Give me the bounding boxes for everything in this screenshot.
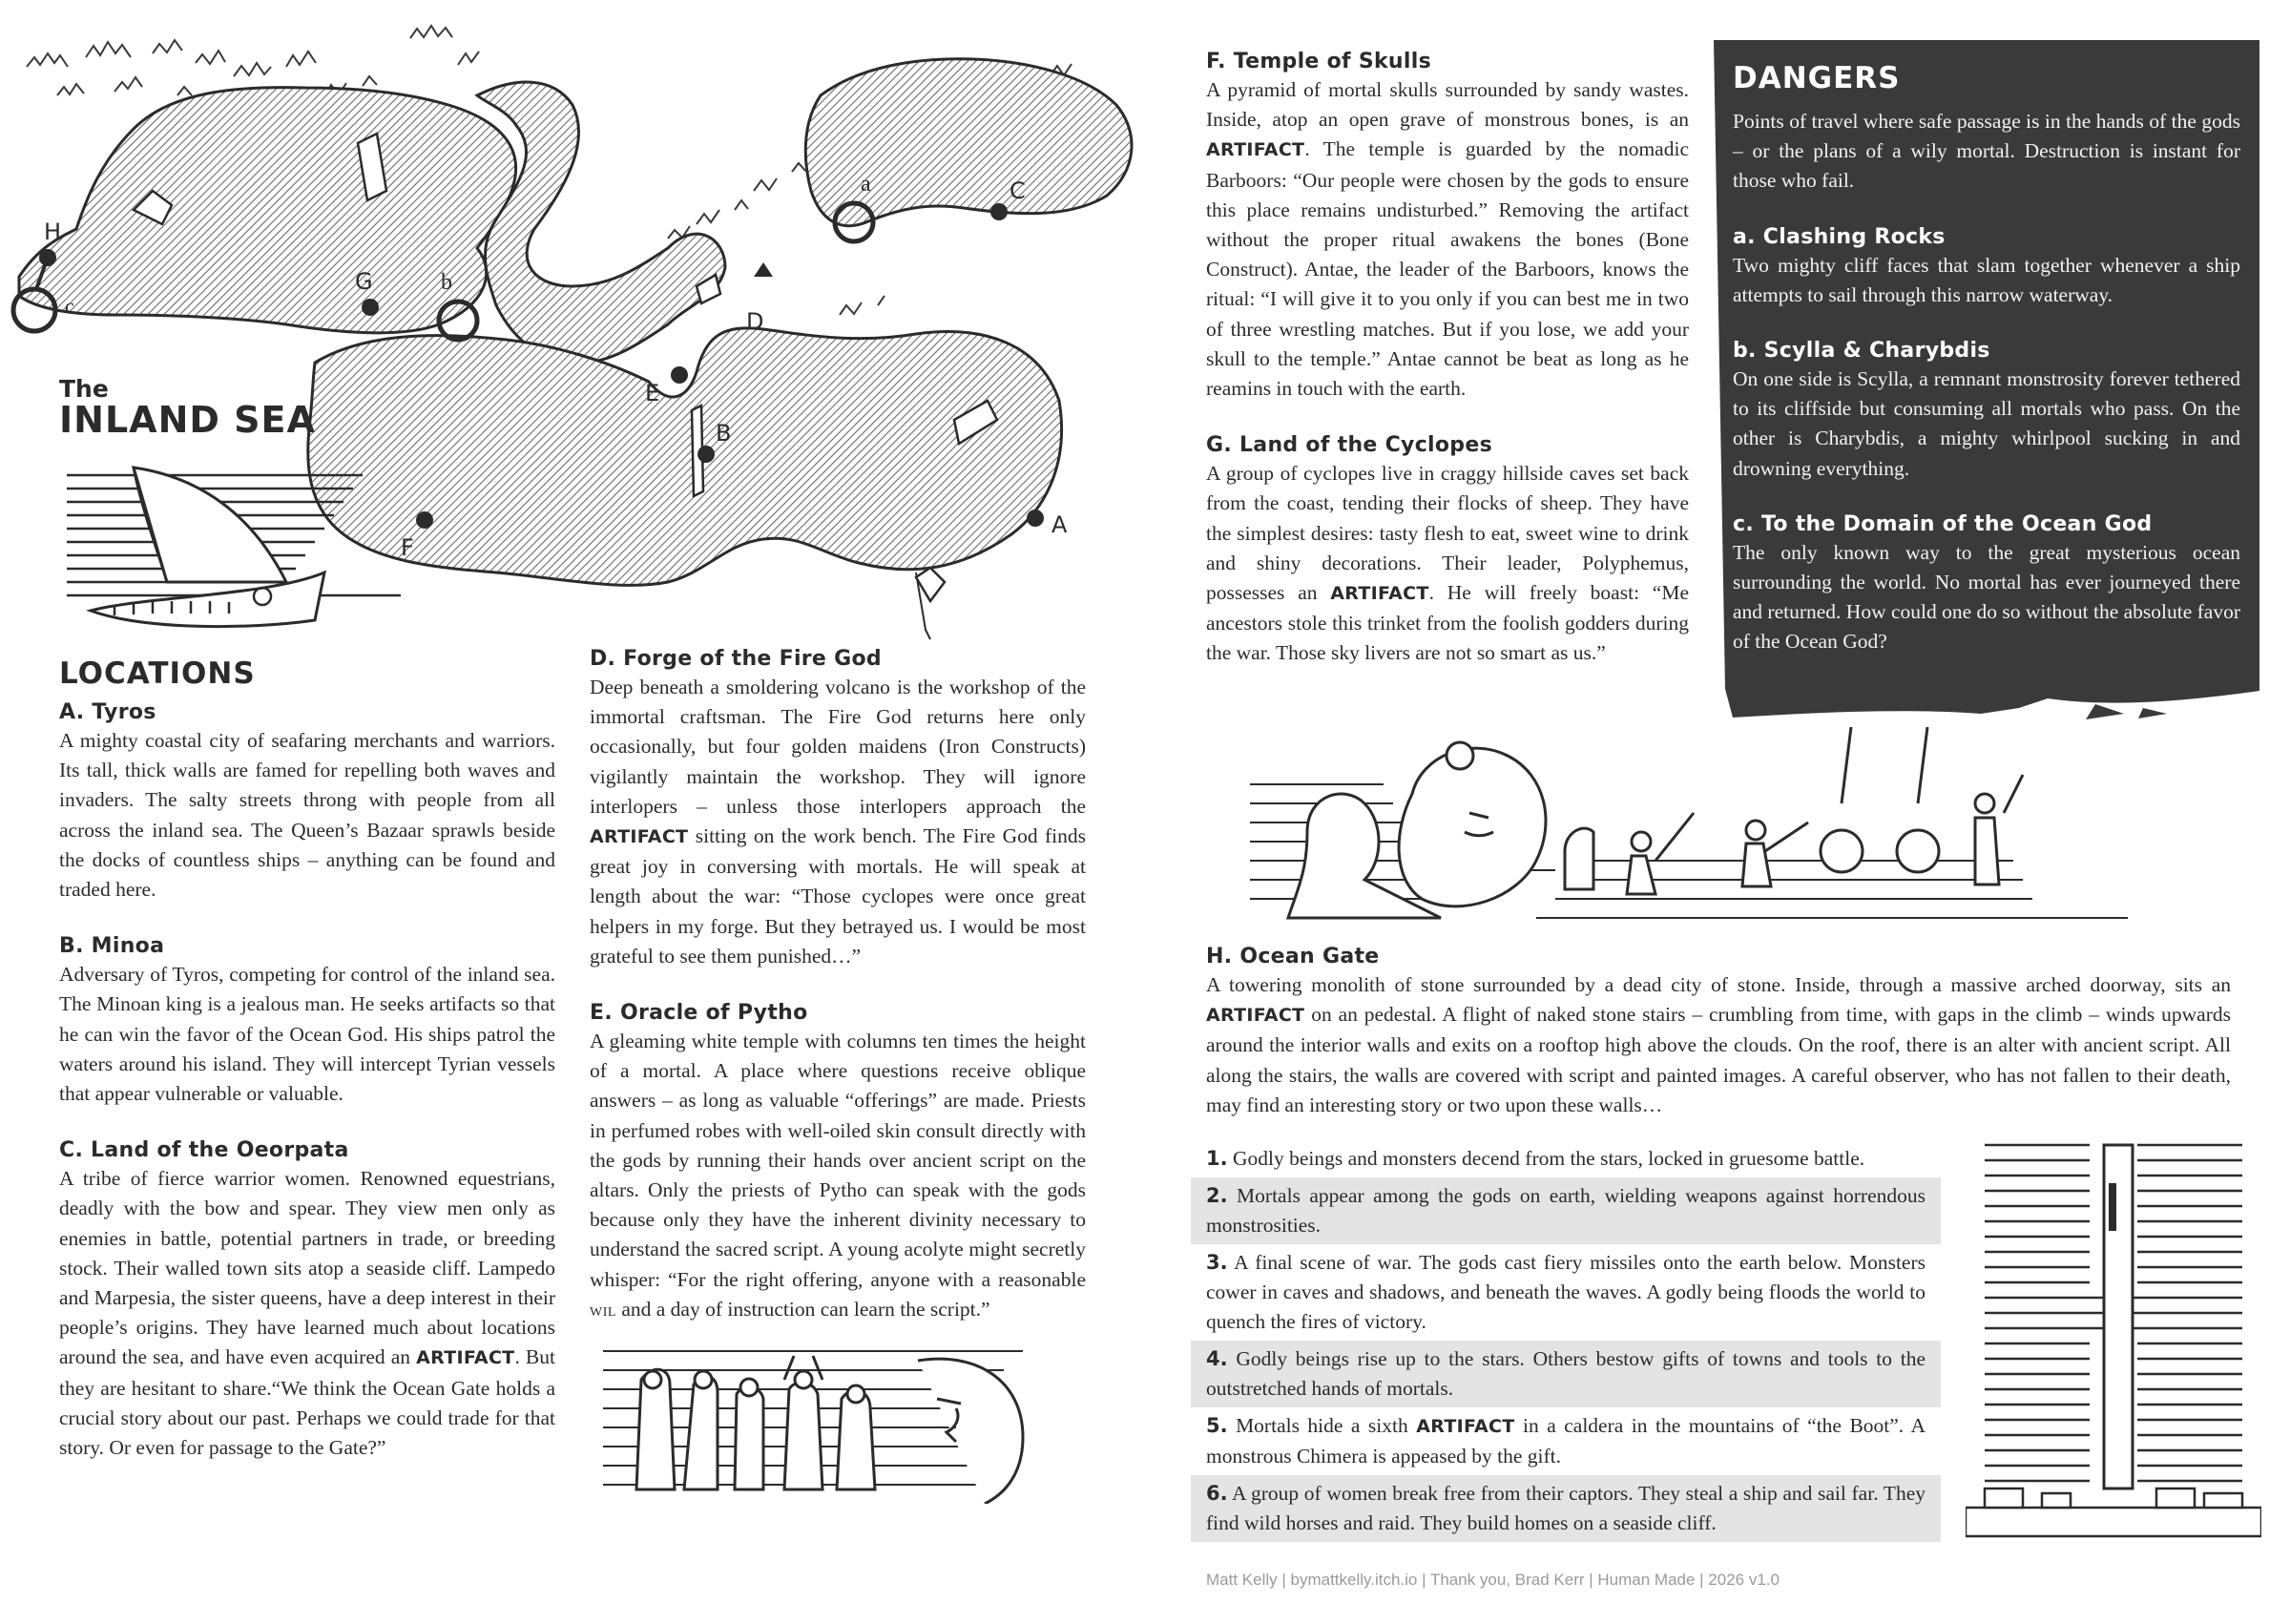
entry-title: G. Land of the Cyclopes [1206,433,1492,458]
entry-text: A towering monolith of stone surrounded by a dead city of stone. Inside, through a massive arched doorway, sits an ARTIFACT on an pedestal. A flight of naked stone stairs – crumbling from time, with gaps in the climb – winds upwards around the interior walls and exits on a rooftop high above the clouds. On the roof, there is an alter with ancient script. All along the stairs, the walls are covered with script and painted images. A careful observer, who has not fallen to their death, may find an interesting story or two upon these walls… [1206,973,2231,1116]
map-label-c: C [1010,177,1026,204]
danger-title: c. To the Domain of the Ocean God [1733,511,2153,536]
map-label-d: D [746,308,764,335]
locations-column-1 [59,656,555,1492]
northeast-island [805,59,1132,226]
entry-title: E. Oracle of Pytho [590,1001,808,1026]
credits-footer: Matt Kelly | bymattkelly.itch.io | Thank you, Brad Kerr | Human Made | 2026 v1.0 [1206,1571,1780,1589]
ocean-gate-tower-illustration [1966,1126,2261,1546]
western-island [19,88,516,333]
entry-text: A pyramid of mortal skulls surrounded by sandy wastes. Inside, atop an open grave of monstrous bones, is an ARTIFACT. The temple is guarded by the nomadic Barboors: “Our people were chosen by the gods to ensure this place remains undisturbed.” Removing the artifact without the proper ritual awakens the bones (Bone Construct). Antae, the leader of the Barboors, knows the ritual: “I will give it to you only if you can best me in two of three wrestling matches. But if you lose, we add your skull to the temple.” Antae cannot be beat as long as he reamins in touch with the earth. [1206,78,1689,401]
entry-cyclopes [1206,433,1689,668]
map-label-c-danger: c [65,294,74,318]
locations-column-2 [590,647,1086,1509]
entry-ocean-gate [1206,945,2231,1120]
entry-text: A tribe of fierce warrior women. Renowned equestrians, deadly with the bow and spear. They view men only as enemies in battle, potential partners in trade, or breeding stock. Their walled town sits atop a seaside cliff. Lampedo and Marpesia, the sister queens, have a deep interest in their people’s origins. They have learned much about locations around the sea, and have even acquired an ARTIFACT. But they are hesitant to share.“We think the Ocean Gate holds a crucial story about our past. Perhaps we could trade for that story. Or even for passage to the Gate?” [59,1167,555,1460]
entry-minoa [59,934,555,1109]
map-label-h: H [44,219,62,245]
map-label-a: A [1051,511,1068,538]
map-label-g: G [355,268,373,295]
entry-title: B. Minoa [59,934,165,959]
entry-title: F. Temple of Skulls [1206,50,1431,73]
wall-scene-4: 4. Godly beings rise up to the stars. Others bestow gifts of towns and tools to the outstretched hands of mortals. [1191,1341,1941,1407]
southern-island [308,328,1062,586]
entry-title: C. Land of the Oeorpata [59,1138,349,1163]
locations-column-3 [1206,50,1689,698]
danger-text: Two mighty cliff faces that slam together whenever a ship attempts to sail through this narrow waterway. [1733,253,2240,306]
artifact-keyword: ARTIFACT [590,826,689,848]
map-label-e: E [645,380,660,406]
danger-text: The only known way to the great mysterious ocean surrounding the world. No mortal has ever journeyed there and returned. How could one do so without the absolute favor of the Ocean God? [1733,540,2240,654]
entry-pytho [590,1001,1086,1327]
artifact-keyword: ARTIFACT [1206,139,1305,161]
entry-text: A group of cyclopes live in craggy hillside caves set back from the coast, tending their flocks of sheep. They have the simplest desires: tasty flesh to eat, sweet wine to drink and shiny decorations. Their leader, Polyphemus, possesses an ARTIFACT. He will freely boast: “Me ancestors stole this trinket from the foolish godders during the war. Those sky livers are not so smart as us.” [1206,462,1690,665]
dangers-panel [1714,40,2259,708]
central-peninsula [477,82,725,363]
map-label-b: B [716,420,732,447]
wall-scene-1: 1. Godly beings and monsters decend from the stars, locked in gruesome battle. [1206,1147,1865,1170]
map-label-a-danger: a [861,172,871,197]
locations-heading: LOCATIONS [59,656,256,691]
entry-title: H. Ocean Gate [1206,945,1380,968]
danger-text: On one side is Scylla, a remnant monstrosity forever tethered to its cliffside but consuming all mortals who pass. On the other is Charybdis, a mighty whirlpool sucking in and drowning everything. [1733,367,2240,480]
danger-title: a. Clashing Rocks [1733,224,1946,249]
dangers-heading: DANGERS [1733,61,1901,95]
map-label-f: F [401,534,414,561]
map-title: INLAND SEA [59,399,316,441]
entry-title: D. Forge of the Fire God [590,647,882,671]
wil-keyword: WIL [590,1304,616,1320]
entry-text: A mighty coastal city of seafaring merchants and warriors. Its tall, thick walls are famed for repelling both waves and invaders. The salty streets throng with people from all across the inland sea. The Queen’s Bazaar sprawls beside the docks of countless ships – anything can be found and traded here. [59,729,555,902]
entry-forge [590,647,1086,971]
artifact-keyword: ARTIFACT [1206,1005,1305,1027]
wall-scene-6: 6. A group of women break free from their captors. They steal a ship and sail far. They find wild horses and raid. They build homes on a seaside cliff. [1191,1475,1941,1542]
entry-title: A. Tyros [59,700,156,724]
inland-sea-map [0,0,1164,658]
map-title-small: The [59,375,109,403]
wall-scene-2: 2. Mortals appear among the gods on earth, wielding weapons against horrendous monstrosities. [1191,1177,1941,1244]
artifact-keyword: ARTIFACT [416,1347,515,1369]
entry-text: A gleaming white temple with columns ten times the height of a mortal. A place where questions receive oblique answers – as long as valuable “offerings” are made. Priests in perfumed robes with well-oiled skin consult directly with the gods by running their hands over ancient script on the altars. Only the priests of Pytho can speak with the gods because only they have the inherent divinity necessary to understand the sacred script. A young acolyte might secretly whisper: “For the right offering, anyone with a reasonable WIL and a day of instruction can learn the script.” [590,1030,1086,1321]
wall-scene-5: 5. Mortals hide a sixth ARTIFACT in a caldera in the mountains of “the Boot”. A monstrous Chimera is appeased by the gift. [1206,1414,1926,1468]
entry-text: Deep beneath a smoldering volcano is the workshop of the immortal craftsman. The Fire God returns here only occasionally, but four golden maidens (Iron Constructs) vigilantly maintain the workshop. They will ignore interlopers – unless those interlopers approach the ARTIFACT sitting on the work bench. The Fire God finds great joy in conversing with mortals. He will speak at length about the war: “Those cyclopes were once great helpers in my forge. But they betrayed us. I would be most grateful to see them punished…” [590,676,1086,968]
dangers-intro: Points of travel where safe passage is in the hands of the gods – or the plans of a wily mortal. Destruction is instant for those who fail. [1733,110,2240,193]
artifact-keyword: ARTIFACT [1330,583,1429,605]
entry-oeorpata [59,1138,555,1463]
danger-ocean-domain [1733,512,2240,657]
danger-title: b. Scylla & Charybdis [1733,339,1990,364]
cyclopes-battle-illustration [1250,718,2137,932]
wall-scene-3: 3. A final scene of war. The gods cast fiery missiles onto the earth below. Monsters cower in caves and shadows, and beneath the waves. A godly being floods the world to quench the fires of victory. [1206,1251,1926,1333]
oracle-illustration [603,1342,1061,1504]
danger-clashing-rocks [1733,225,2240,310]
danger-scylla-charybdis [1733,339,2240,484]
map-label-b-danger: b [441,270,452,295]
wall-scenes-list [1191,1140,1941,1542]
entry-tyros [59,700,555,905]
entry-skulls [1206,50,1689,404]
artifact-keyword: ARTIFACT [1416,1416,1515,1437]
entry-text: Adversary of Tyros, competing for control of the inland sea. The Minoan king is a jealous man. He seeks artifacts so that he can win the favor of the Ocean God. His ships patrol the waters around his island. They will intercept Tyrian vessels that appear vulnerable or valuable. [59,963,555,1106]
